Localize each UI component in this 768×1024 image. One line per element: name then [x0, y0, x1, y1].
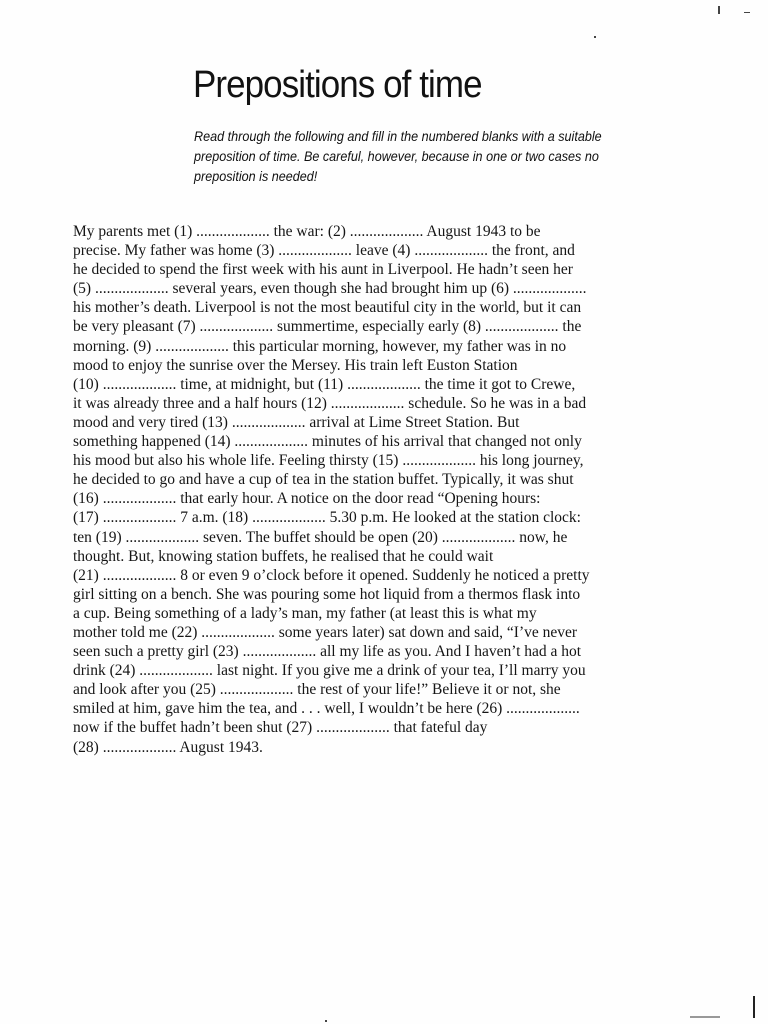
passage-line: drink (24) ................... last night. If you give me a drink of your tea, I’ll marry you [73, 662, 586, 680]
instructions-line: preposition is needed! [194, 168, 318, 184]
passage-line: mood and very tired (13) ................... arrival at Lime Street Station. But [73, 413, 520, 431]
passage-line: it was already three and a half hours (12) ................... schedule. So he was in a bad [73, 394, 587, 412]
scan-speck [744, 12, 750, 13]
passage-line: and look after you (25) ................... the rest of your life!” Believe it or not, she [73, 681, 561, 699]
passage-line: mother told me (22) ................... some years later) sat down and said, “I’ve never [73, 623, 578, 641]
passage-line: be very pleasant (7) ................... summertime, especially early (8) ................... the [73, 318, 582, 336]
scan-speck [753, 996, 755, 1018]
passage-line: (5) ................... several years, even though she had brought him up (6) ................... [73, 280, 587, 298]
passage-line: girl sitting on a bench. She was pouring some hot liquid from a thermos flask into [73, 585, 581, 603]
scan-speck [690, 1016, 720, 1018]
passage-line: smiled at him, gave him the tea, and . . . well, I wouldn’t be here (26) ................... [73, 700, 580, 718]
passage-line: mood to enjoy the sunrise over the Mersey. His train left Euston Station [73, 356, 518, 374]
passage-line: thought. But, knowing station buffets, he realised that he could wait [73, 547, 494, 565]
passage-line: a cup. Being something of a lady’s man, my father (at least this is what my [73, 604, 537, 622]
exercise-passage [73, 222, 590, 757]
passage-line: ten (19) ................... seven. The buffet should be open (20) ................... now, he [73, 528, 568, 546]
passage-line: seen such a pretty girl (23) ................... all my life as you. And I haven’t had a hot [73, 643, 582, 661]
passage-line: he decided to go and have a cup of tea in the station buffet. Typically, it was shut [73, 471, 574, 489]
passage-line: (28) ................... August 1943. [73, 738, 263, 756]
passage-line: (16) ................... that early hour. A notice on the door read “Opening hours: [73, 490, 541, 508]
passage-line: morning. (9) ................... this particular morning, however, my father was in no [73, 337, 567, 355]
passage-line: (21) ................... 8 or even 9 o’clock before it opened. Suddenly he noticed a pretty [73, 566, 590, 584]
instructions-line: preposition of time. Be careful, however, because in one or two cases no [194, 148, 599, 164]
passage-line: he decided to spend the first week with his aunt in Liverpool. He hadn’t seen her [73, 261, 573, 279]
instructions [194, 126, 644, 186]
passage-line: now if the buffet hadn’t been shut (27) ................... that fateful day [73, 719, 488, 737]
passage-line: (10) ................... time, at midnight, but (11) ................... the time it got to Crewe, [73, 375, 576, 393]
passage-line: his mother’s death. Liverpool is not the most beautiful city in the world, but it can [73, 299, 582, 317]
scan-speck [718, 6, 720, 14]
scan-speck [325, 1020, 327, 1022]
instructions-line: Read through the following and fill in the numbered blanks with a suitable [194, 128, 602, 144]
scan-speck [594, 36, 596, 38]
passage-line: precise. My father was home (3) ................... leave (4) ................... the front, and [73, 242, 575, 260]
passage-line: My parents met (1) ................... the war: (2) ................... August 1943 to be [73, 223, 541, 240]
passage-line: his mood but also his whole life. Feeling thirsty (15) ................... his long journey, [73, 452, 584, 470]
passage-line: something happened (14) ................... minutes of his arrival that changed not only [73, 433, 582, 451]
page-title: Prepositions of time [193, 64, 482, 106]
passage-line: (17) ................... 7 a.m. (18) ................... 5.30 p.m. He looked at the station clock: [73, 509, 581, 527]
